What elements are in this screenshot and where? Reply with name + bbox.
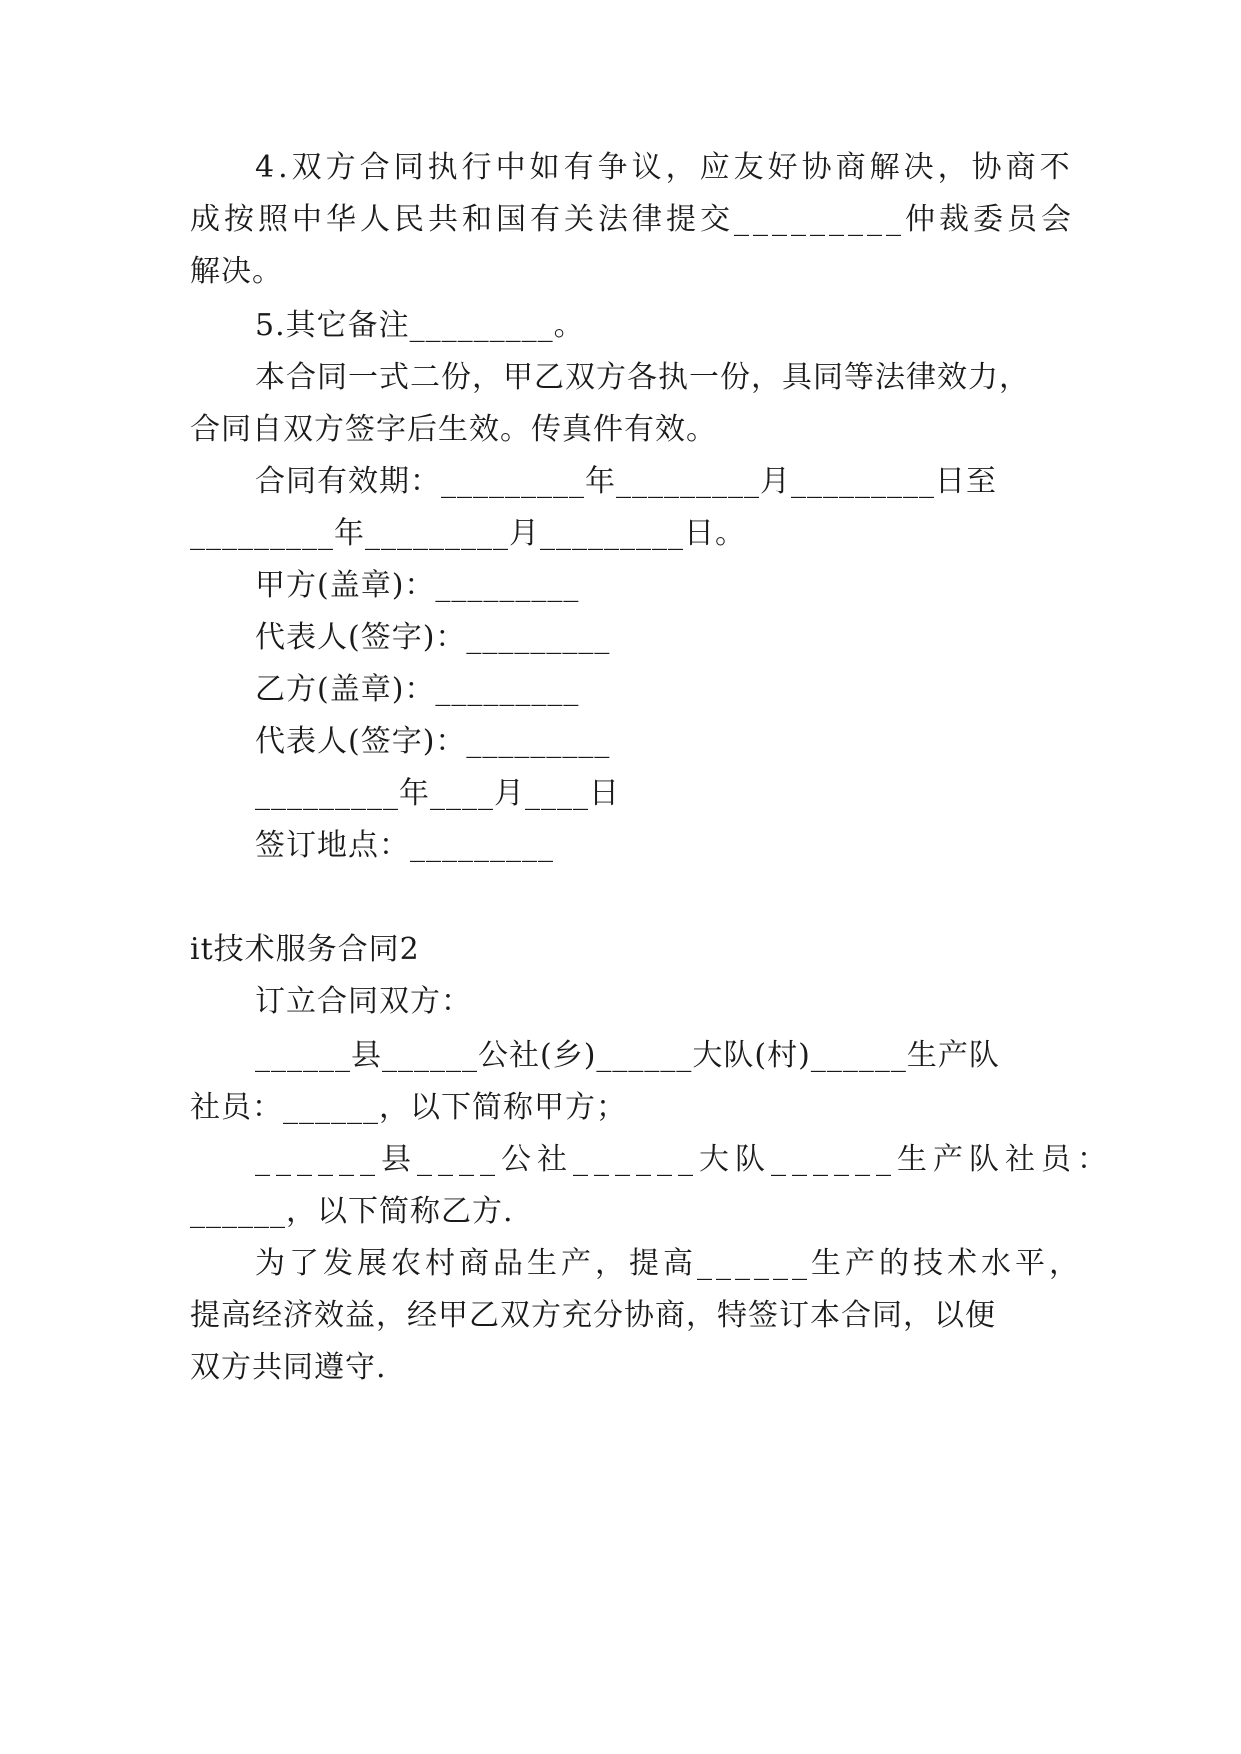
- clause-4-line-2: 成按照中华人民共和国有关法律提交_________仲裁委员会: [190, 202, 1075, 237]
- purpose-line-2: 提高经济效益，经甲乙双方充分协商，特签订本合同，以便: [190, 1298, 996, 1333]
- party-b-address-line-2: ______，以下简称乙方.: [190, 1194, 514, 1229]
- party-b-representative: 代表人(签字)：_________: [255, 724, 611, 759]
- clause-5-remarks: 5.其它备注_________。: [255, 308, 585, 343]
- party-a-seal: 甲方(盖章)：_________: [255, 568, 580, 603]
- party-a-address-line-1: ______县______公社(乡)______大队(村)______生产队: [255, 1038, 1000, 1073]
- validity-period-line-1: 合同有效期：_________年_________月_________日至: [255, 464, 997, 499]
- clause-4-line-1: 4.双方合同执行中如有争议，应友好协商解决，协商不: [255, 150, 1074, 185]
- signing-place: 签订地点：_________: [255, 828, 554, 863]
- party-a-representative: 代表人(签字)：_________: [255, 620, 611, 655]
- contract-2-title: it技术服务合同2: [190, 932, 420, 967]
- validity-period-line-2: _________年_________月_________日。: [190, 516, 746, 551]
- purpose-line-3: 双方共同遵守.: [190, 1350, 387, 1385]
- contracting-parties-label: 订立合同双方：: [255, 984, 472, 1019]
- party-b-seal: 乙方(盖章)：_________: [255, 672, 580, 707]
- signing-date: _________年____月____日: [255, 776, 620, 811]
- party-b-address-line-1: ______县____公社______大队______生产队社员：: [255, 1142, 1113, 1177]
- party-a-address-line-2: 社员：______，以下简称甲方；: [190, 1090, 627, 1125]
- copies-clause-line-1: 本合同一式二份，甲乙双方各执一份，具同等法律效力，: [255, 360, 1030, 395]
- copies-clause-line-2: 合同自双方签字后生效。传真件有效。: [190, 412, 717, 447]
- purpose-line-1: 为了发展农村商品生产，提高______生产的技术水平，: [255, 1246, 1083, 1281]
- clause-4-line-3: 解决。: [190, 254, 283, 289]
